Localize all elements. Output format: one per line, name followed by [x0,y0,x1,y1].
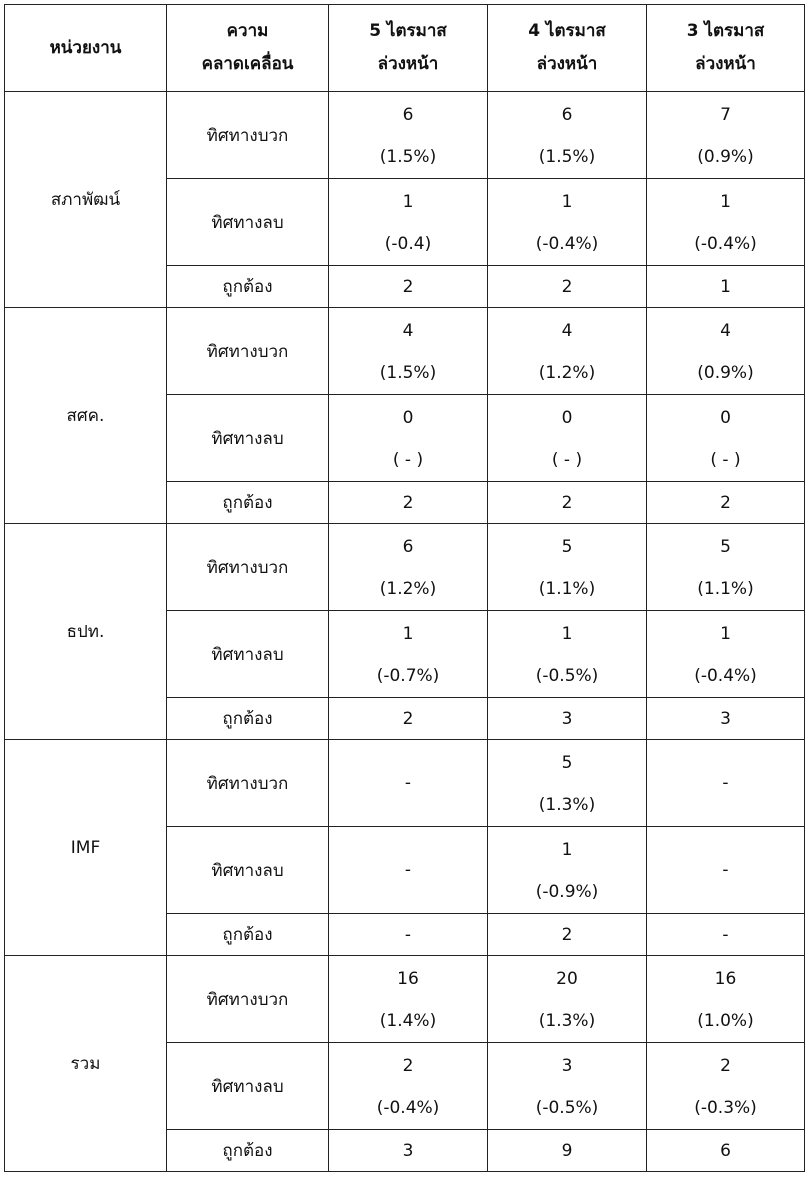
value-cell-q3 [647,266,805,308]
table-header-row [5,5,805,92]
unit-name-cell [5,524,167,740]
forecast-error-table [4,4,805,1172]
value-cell-q5 [329,956,488,1043]
count-value: 4 [561,321,573,341]
percent-value: (1.5%) [379,363,437,383]
value-cell-q4 [488,1043,647,1130]
header-unit: หน่วยงาน [5,5,167,92]
count-value: 1 [402,624,414,644]
value-cell-q5 [329,179,488,266]
value-cell-q5 [329,524,488,611]
value-cell-q3 [647,308,805,395]
unit-name: รวม [70,1054,101,1074]
table-row [5,524,805,611]
value-cell-q4 [488,827,647,914]
deviation-label-cell [167,482,329,524]
count-value: 2 [561,276,573,297]
count-value: - [404,773,412,793]
value-cell-q4 [488,914,647,956]
value-cell-q5 [329,395,488,482]
count-value: 3 [720,708,731,729]
value-cell-q4 [488,266,647,308]
value-cell-q5 [329,827,488,914]
percent-value: (1.3%) [538,795,596,815]
percent-value: (-0.5%) [535,1098,599,1118]
deviation-label: ทิศทางบวก [206,125,289,146]
deviation-label: ทิศทางลบ [211,644,284,665]
unit-name: IMF [70,837,101,858]
value-cell-q4 [488,179,647,266]
percent-value: (-0.7%) [376,666,440,686]
header-q4 [488,5,647,92]
count-value: 7 [720,105,731,125]
value-cell-q4 [488,308,647,395]
count-value: 2 [561,924,573,945]
count-value: 4 [720,321,731,341]
header-deviation-line1: ความ [226,21,269,41]
deviation-label: ทิศทางบวก [206,989,289,1010]
unit-name-cell [5,740,167,956]
header-q4-line2: ล่วงหน้า [536,54,598,74]
value-cell-q3 [647,1043,805,1130]
count-value: 4 [402,321,414,341]
percent-value: (1.1%) [538,579,596,599]
count-value: - [722,860,729,880]
deviation-label-cell [167,611,329,698]
count-value: 1 [720,624,731,644]
header-q5-line2: ล่วงหน้า [377,54,439,74]
count-value: - [722,924,729,945]
value-cell-q3 [647,1130,805,1172]
header-q5 [329,5,488,92]
header-q3 [647,5,805,92]
deviation-label-cell [167,308,329,395]
deviation-label-cell [167,740,329,827]
deviation-label: ทิศทางบวก [206,557,289,578]
count-value: 1 [720,276,731,297]
unit-name-cell [5,956,167,1172]
deviation-label: ถูกต้อง [222,925,273,945]
deviation-label: ทิศทางลบ [211,212,284,233]
deviation-label: ทิศทางลบ [211,1076,284,1097]
value-cell-q4 [488,1130,647,1172]
count-value: 2 [402,708,414,729]
count-value: 5 [561,753,573,773]
count-value: 9 [561,1140,573,1161]
value-cell-q4 [488,482,647,524]
value-cell-q4 [488,395,647,482]
percent-value: (1.1%) [697,579,754,599]
count-value: - [404,924,412,945]
percent-value: ( - ) [551,450,583,470]
value-cell-q3 [647,740,805,827]
percent-value: (1.5%) [379,147,437,167]
percent-value: (1.0%) [697,1011,754,1031]
deviation-label-cell [167,914,329,956]
deviation-label: ทิศทางบวก [206,773,289,794]
value-cell-q4 [488,740,647,827]
value-cell-q3 [647,179,805,266]
value-cell-q5 [329,1043,488,1130]
count-value: 1 [402,192,414,212]
count-value: 0 [561,408,573,428]
percent-value: (1.5%) [538,147,596,167]
value-cell-q5 [329,914,488,956]
deviation-label-cell [167,524,329,611]
percent-value: (-0.4%) [535,234,599,254]
value-cell-q3 [647,611,805,698]
deviation-label-cell [167,956,329,1043]
value-cell-q4 [488,92,647,179]
count-value: 2 [561,492,573,513]
count-value: 1 [720,192,731,212]
table-body [5,92,805,1172]
header-q3-line2: ล่วงหน้า [695,54,756,74]
percent-value: (-0.4%) [376,1098,440,1118]
deviation-label-cell [167,395,329,482]
unit-name-cell [5,92,167,308]
deviation-label-cell [167,1043,329,1130]
value-cell-q5 [329,92,488,179]
value-cell-q3 [647,482,805,524]
header-deviation [167,5,329,92]
header-deviation-line2: คลาดเคลื่อน [201,54,294,74]
percent-value: (-0.4%) [694,234,757,254]
table-row [5,956,805,1043]
forecast-error-table-container [4,4,805,1172]
count-value: - [404,860,412,880]
unit-name: สศค. [66,406,105,426]
deviation-label-cell [167,179,329,266]
header-q3-line1: 3 ไตรมาส [686,21,765,41]
deviation-label-cell [167,266,329,308]
unit-name: สภาพัฒน์ [50,190,121,210]
value-cell-q3 [647,827,805,914]
value-cell-q5 [329,611,488,698]
count-value: 0 [720,408,731,428]
value-cell-q4 [488,524,647,611]
value-cell-q3 [647,92,805,179]
value-cell-q3 [647,395,805,482]
percent-value: (0.9%) [697,363,754,383]
value-cell-q5 [329,266,488,308]
value-cell-q3 [647,956,805,1043]
value-cell-q5 [329,740,488,827]
count-value: 5 [561,537,573,557]
count-value: 6 [402,537,414,557]
count-value: 2 [402,276,414,297]
deviation-label: ทิศทางบวก [206,341,289,362]
deviation-label-cell [167,1130,329,1172]
count-value: 6 [561,105,573,125]
count-value: 6 [720,1140,731,1161]
count-value: 2 [402,492,414,513]
percent-value: (1.2%) [379,579,437,599]
count-value: 3 [561,708,573,729]
table-row [5,308,805,395]
count-value: - [722,773,729,793]
percent-value: ( - ) [392,450,424,470]
count-value: 3 [561,1056,573,1076]
percent-value: (-0.9%) [535,882,599,902]
count-value: 2 [720,1056,731,1076]
count-value: 3 [402,1140,414,1161]
value-cell-q3 [647,914,805,956]
percent-value: (-0.3%) [694,1098,757,1118]
percent-value: (-0.4) [384,234,432,254]
table-row [5,92,805,179]
deviation-label: ทิศทางลบ [211,428,284,449]
value-cell-q5 [329,308,488,395]
count-value: 1 [561,624,573,644]
percent-value: (-0.5%) [535,666,599,686]
value-cell-q3 [647,524,805,611]
deviation-label: ถูกต้อง [222,709,273,729]
count-value: 6 [402,105,414,125]
deviation-label-cell [167,827,329,914]
deviation-label-cell [167,92,329,179]
table-row [5,740,805,827]
value-cell-q5 [329,698,488,740]
count-value: 5 [720,537,731,557]
percent-value: (1.3%) [538,1011,596,1031]
percent-value: (-0.4%) [694,666,757,686]
percent-value: (1.2%) [538,363,596,383]
count-value: 2 [720,492,731,513]
count-value: 16 [397,969,419,989]
value-cell-q5 [329,1130,488,1172]
value-cell-q4 [488,956,647,1043]
unit-name: ธปท. [66,622,105,642]
count-value: 20 [556,969,578,989]
percent-value: (1.4%) [379,1011,437,1031]
count-value: 2 [402,1056,414,1076]
value-cell-q4 [488,611,647,698]
count-value: 0 [402,408,414,428]
deviation-label-cell [167,698,329,740]
value-cell-q5 [329,482,488,524]
deviation-label: ทิศทางลบ [211,860,284,881]
header-q4-line1: 4 ไตรมาส [528,21,606,41]
percent-value: ( - ) [710,450,741,470]
unit-name-cell [5,308,167,524]
count-value: 1 [561,840,573,860]
value-cell-q4 [488,698,647,740]
count-value: 16 [714,969,737,989]
header-q5-line1: 5 ไตรมาส [369,21,447,41]
percent-value: (0.9%) [697,147,754,167]
deviation-label: ถูกต้อง [222,277,273,297]
deviation-label: ถูกต้อง [222,493,273,513]
value-cell-q3 [647,698,805,740]
count-value: 1 [561,192,573,212]
deviation-label: ถูกต้อง [222,1141,273,1161]
